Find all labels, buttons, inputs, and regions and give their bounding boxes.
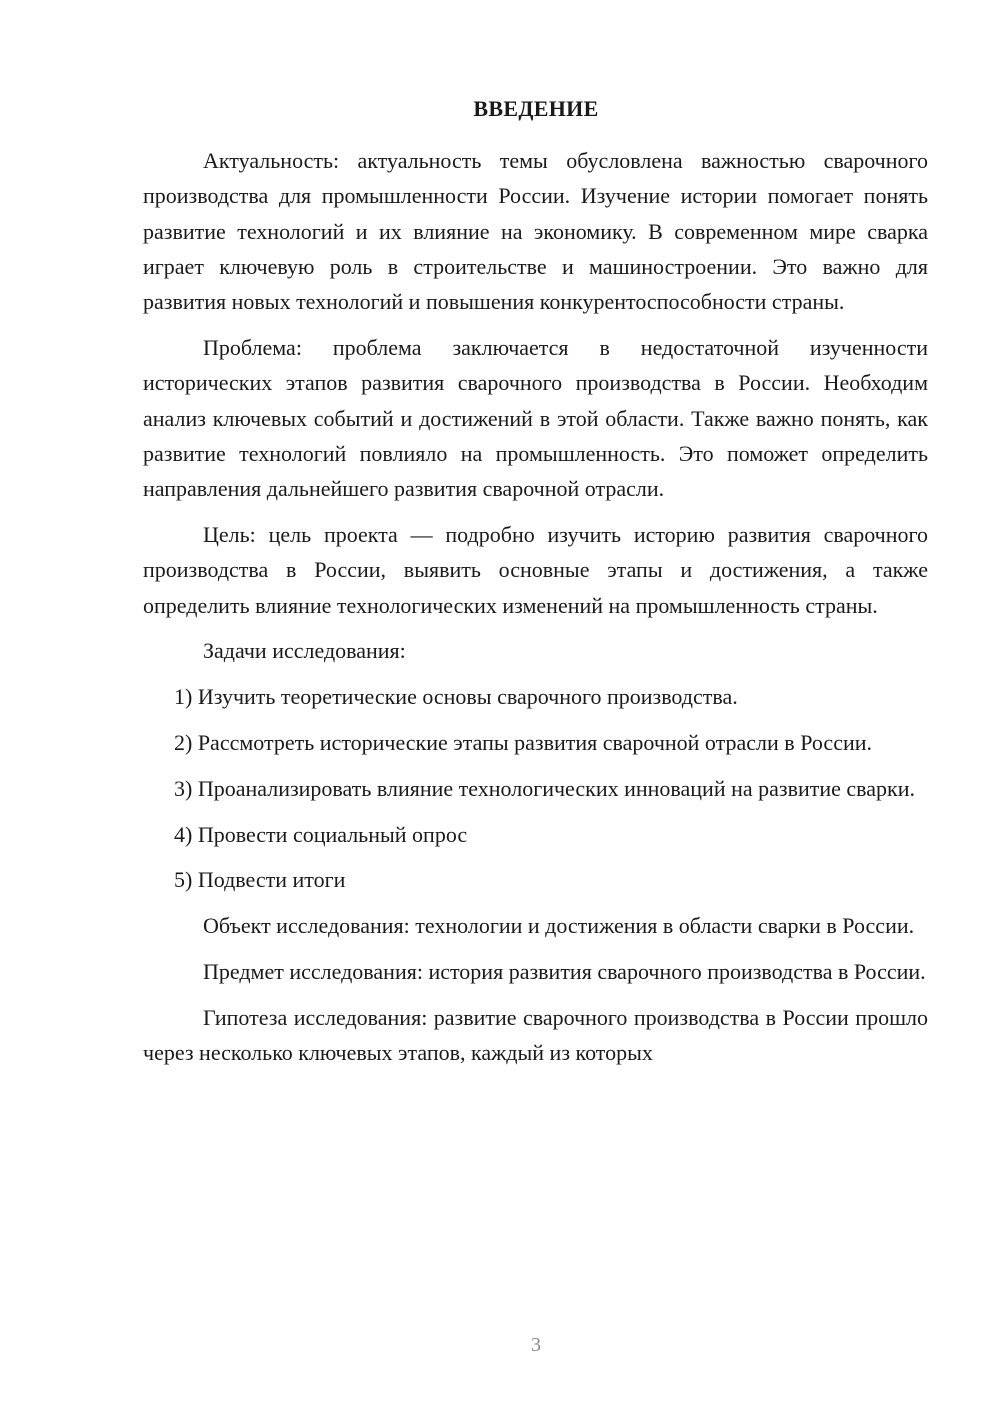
task-item-4: 4) Провести социальный опрос — [174, 821, 468, 847]
paragraph-problem: Проблема: проблема заключается в недостаточной изученности исторических этапов развития сварочного производства в России. Необходим анализ ключевых событий и достижений в этой области. Также важно понять, как развитие технологий повлияло на промышленность. Это поможет определить направления дальнейшего развития сварочной отрасли. — [143, 334, 928, 502]
page-number: 3 — [531, 1334, 541, 1356]
paragraph-hypothesis: Гипотеза исследования: развитие сварочного производства в России прошло через несколько ключевых этапов, каждый из которых — [143, 1004, 928, 1066]
paragraph-subject: Предмет исследования: история развития сварочного производства в России. — [203, 958, 926, 984]
body-text — [143, 143, 928, 1081]
task-item-5: 5) Подвести итоги — [174, 867, 346, 893]
section-title: ВВЕДЕНИЕ — [473, 96, 599, 121]
paragraph-goal: Цель: цель проекта — подробно изучить историю развития сварочного производства в России, выявить основные этапы и достижения, а также определить влияние технологических изменений на промышленность страны. — [143, 521, 928, 618]
paragraph-relevance: Актуальность: актуальность темы обусловлена важностью сварочного производства для промышленности России. Изучение истории помогает понять развитие технологий и их влияние на экономику. В современном мире сварка играет ключевую роль в строительстве и машиностроении. Это важно для развития новых технологий и повышения конкурентоспособности страны. — [143, 148, 928, 315]
task-item-2: 2) Рассмотреть исторические этапы развития сварочной отрасли в России. — [174, 729, 873, 755]
task-item-3: 3) Проанализировать влияние технологических инноваций на развитие сварки. — [174, 775, 915, 801]
task-item-1: 1) Изучить теоретические основы сварочного производства. — [174, 684, 738, 710]
paragraph-object: Объект исследования: технологии и достижения в области сварки в России. — [203, 913, 915, 939]
paragraph-tasks-heading: Задачи исследования: — [203, 638, 406, 664]
